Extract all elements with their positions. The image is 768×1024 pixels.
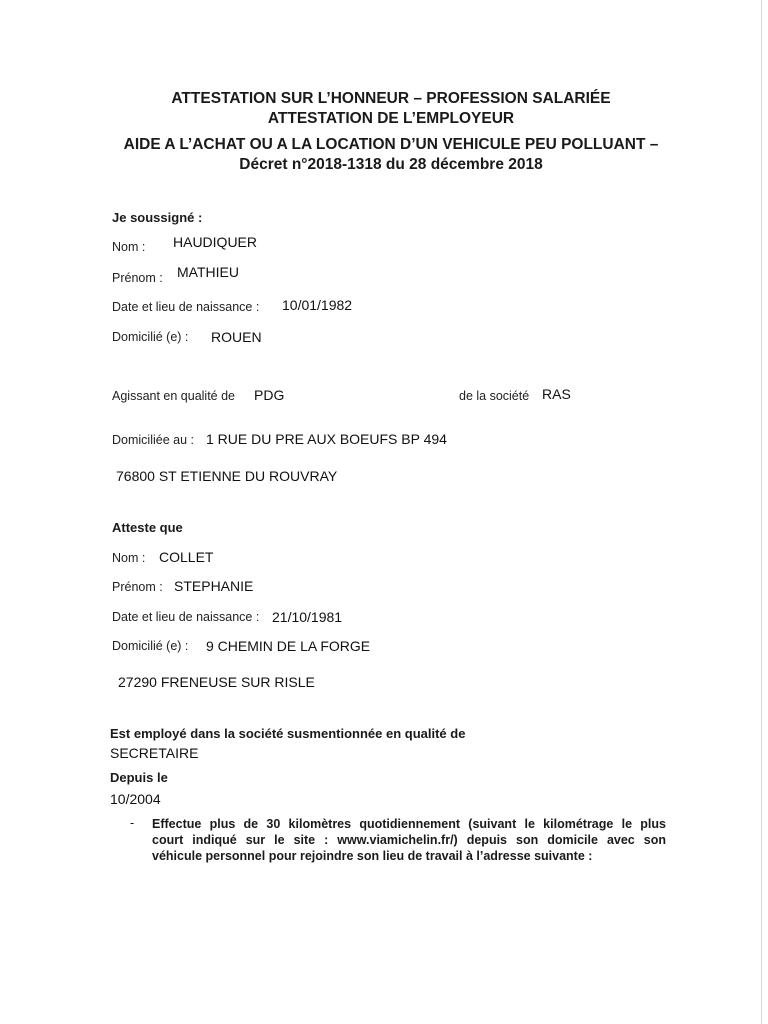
employer-naissance-value: 10/01/1982 — [282, 297, 353, 313]
employer-qualite-label: Agissant en qualité de — [112, 389, 236, 403]
condition-paragraph — [152, 816, 666, 864]
title-line-1: ATTESTATION SUR L’HONNEUR – PROFESSION SALARIÉE — [171, 90, 611, 107]
title-line-4: Décret n°2018-1318 du 28 décembre 2018 — [239, 156, 543, 173]
employment-depuis-value: 10/2004 — [110, 791, 161, 807]
employer-prenom-value: MATHIEU — [177, 264, 239, 280]
employee-nom-label: Nom : — [112, 551, 146, 565]
employer-domicile-label: Domicilié (e) : — [112, 330, 189, 344]
employer-domiciliee-label: Domiciliée au : — [112, 433, 194, 447]
employee-domicile-label: Domicilié (e) : — [112, 639, 189, 653]
employer-naissance-label: Date et lieu de naissance : — [112, 300, 260, 314]
employment-depuis-label: Depuis le — [110, 770, 168, 785]
employment-intro: Est employé dans la société susmentionnée en qualité de — [110, 726, 466, 741]
employer-nom-label: Nom : — [112, 240, 146, 254]
condition-line-2: court indiqué sur le site : www.viamichelin.fr/) depuis son domicile avec son — [152, 833, 666, 847]
employer-prenom-label: Prénom : — [112, 271, 163, 285]
employee-intro: Atteste que — [112, 520, 183, 535]
employee-naissance-label: Date et lieu de naissance : — [112, 610, 260, 624]
employer-domiciliee-value: 1 RUE DU PRE AUX BOEUFS BP 494 — [206, 431, 447, 447]
employee-ville-value: 27290 FRENEUSE SUR RISLE — [118, 674, 315, 690]
condition-line-3: véhicule personnel pour rejoindre son lieu de travail à l’adresse suivante : — [152, 849, 593, 863]
employer-intro: Je soussigné : — [112, 210, 203, 225]
employee-naissance-value: 21/10/1981 — [272, 609, 343, 625]
employer-qualite-value: PDG — [254, 387, 285, 403]
employer-societe-label: de la société — [459, 389, 530, 403]
employer-nom-value: HAUDIQUER — [173, 234, 258, 250]
employer-domicile-value: ROUEN — [211, 329, 262, 345]
employee-prenom-value: STEPHANIE — [174, 578, 254, 594]
employee-prenom-label: Prénom : — [112, 580, 163, 594]
employee-nom-value: COLLET — [159, 549, 214, 565]
condition-bullet: - — [130, 816, 135, 830]
title-line-3: AIDE A L’ACHAT OU A LA LOCATION D’UN VEHICULE PEU POLLUANT – — [123, 136, 659, 153]
title-line-2: ATTESTATION DE L’EMPLOYEUR — [267, 110, 515, 127]
employer-ville-value: 76800 ST ETIENNE DU ROUVRAY — [116, 468, 338, 484]
employee-domicile-value: 9 CHEMIN DE LA FORGE — [206, 638, 371, 654]
condition-line-1: Effectue plus de 30 kilomètres quotidiennement (suivant le kilométrage le plus — [152, 817, 666, 831]
employment-poste-value: SECRETAIRE — [110, 745, 199, 761]
employer-societe-value: RAS — [542, 386, 571, 402]
